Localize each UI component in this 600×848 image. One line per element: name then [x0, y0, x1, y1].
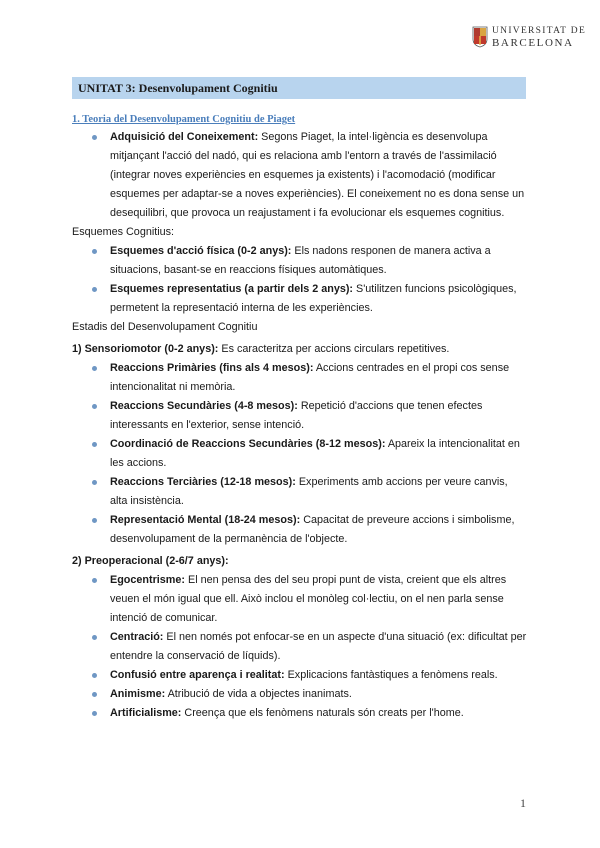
bullet-icon — [92, 692, 97, 697]
schemes-label: Esquemes Cognitius: — [72, 226, 175, 238]
list-item — [72, 397, 528, 435]
item-heading: Animisme: — [110, 688, 166, 700]
schemes-list — [72, 242, 528, 318]
bullet-icon — [92, 518, 97, 523]
item-heading: Esquemes representatius (a partir dels 2 anys): — [110, 283, 354, 295]
item-heading: Reaccions Terciàries (12-18 mesos): — [110, 476, 296, 488]
bullet-icon — [92, 711, 97, 716]
list-item — [72, 280, 528, 318]
item-heading: Confusió entre aparença i realitat: — [110, 669, 285, 681]
item-heading: Reaccions Secundàries (4-8 mesos): — [110, 400, 298, 412]
item-text: Atribució de vida a objectes inanimats. — [165, 688, 352, 700]
item-text: Experiments amb accions per veure canvis, alta insistència. — [110, 476, 508, 507]
item-text: Els nadons responen de manera activa a situacions, basant-se en reaccions físiques automàtiques. — [110, 245, 491, 276]
list-item — [72, 242, 528, 280]
list-item — [72, 128, 528, 223]
item-heading: Coordinació de Reaccions Secundàries (8-12 mesos): — [110, 438, 386, 450]
bullet-icon — [92, 404, 97, 409]
stage1-desc: Es caracteritza per accions circulars repetitives. — [218, 343, 450, 355]
list-item — [72, 685, 528, 704]
bullet-icon — [92, 287, 97, 292]
shield-icon — [472, 26, 488, 48]
item-text: Explicacions fantàstiques a fenòmens reals. — [284, 669, 498, 681]
logo-text — [492, 26, 586, 50]
bullet-icon — [92, 578, 97, 583]
item-heading: Esquemes d'acció física (0-2 anys): — [110, 245, 292, 257]
item-text: Capacitat de preveure accions i simbolisme, desenvolupament de la permanència de l'objecte. — [110, 514, 515, 545]
list-item — [72, 359, 528, 397]
stage2-list — [72, 571, 528, 723]
stages-label: Estadis del Desenvolupament Cognitiu — [72, 321, 258, 333]
bullet-icon — [92, 442, 97, 447]
list-item — [72, 511, 528, 549]
bullet-icon — [92, 135, 97, 140]
list-item — [72, 571, 528, 628]
bullet-icon — [92, 480, 97, 485]
item-heading: Egocentrisme: — [110, 574, 185, 586]
section-title: 1. Teoria del Desenvolupament Cognitiu de Piaget — [72, 114, 296, 125]
item-text: Segons Piaget, la intel·ligència es desenvolupa mitjançant l'acció del nadó, qui es relaciona amb l'entorn a través de l'assimilació (integrar noves experiències en esquemes ja existents) i l'acomodació (modificar esquemes per adaptar-se a noves experiències). El coneixement no es dona sense un desequilibri, que provoca un reajustament i fa evolucionar els esquemes cognitius. — [110, 131, 525, 219]
unit-title-bar — [72, 77, 526, 99]
bullet-icon — [92, 249, 97, 254]
university-logo — [472, 26, 587, 52]
item-text: Apareix la intencionalitat en les accions. — [110, 438, 520, 469]
unit-title: UNITAT 3: Desenvolupament Cognitiu — [78, 81, 278, 95]
item-heading: Reaccions Primàries (fins als 4 mesos): — [110, 362, 314, 374]
list-item — [72, 473, 528, 511]
item-text: El nen només pot enfocar-se en un aspecte d'una situació (ex: dificultat per entendre la conservació de líquids). — [110, 631, 527, 662]
bullet-icon — [92, 366, 97, 371]
stage1-heading — [72, 340, 528, 359]
list-item — [72, 435, 528, 473]
item-heading: Artificialisme: — [110, 707, 182, 719]
item-text: Accions centrades en el propi cos sense intencionalitat ni memòria. — [110, 362, 510, 393]
stage1-title: 1) Sensoriomotor (0-2 anys): — [72, 343, 219, 355]
bullet-icon — [92, 673, 97, 678]
item-heading: Centració: — [110, 631, 164, 643]
list-item — [72, 628, 528, 666]
logo-line1: UNIVERSITAT DE — [492, 26, 587, 36]
page-number: 1 — [520, 796, 526, 810]
item-text: S'utilitzen funcions psicològiques, permetent la representació interna de les experiències. — [110, 283, 517, 314]
logo-line2: BARCELONA — [492, 37, 574, 49]
stage1-list — [72, 359, 528, 549]
list-item — [72, 704, 528, 723]
stage2-title: 2) Preoperacional (2-6/7 anys): — [72, 555, 229, 567]
list-item — [72, 666, 528, 685]
item-text: Repetició d'accions que tenen efectes interessants en l'exterior, sense intenció. — [110, 400, 483, 431]
section1-list — [72, 128, 528, 223]
item-text: Creença que els fenòmens naturals són creats per l'home. — [181, 707, 464, 719]
item-heading: Adquisició del Coneixement: — [110, 131, 259, 143]
document-content — [72, 112, 528, 723]
bullet-icon — [92, 635, 97, 640]
item-text: El nen pensa des del seu propi punt de vista, creient que els altres veuen el món igual que ell. Això inclou el monòleg col·lectiu, on el nen parla sense intenció de comunicar. — [110, 574, 507, 624]
item-heading: Representació Mental (18-24 mesos): — [110, 514, 301, 526]
